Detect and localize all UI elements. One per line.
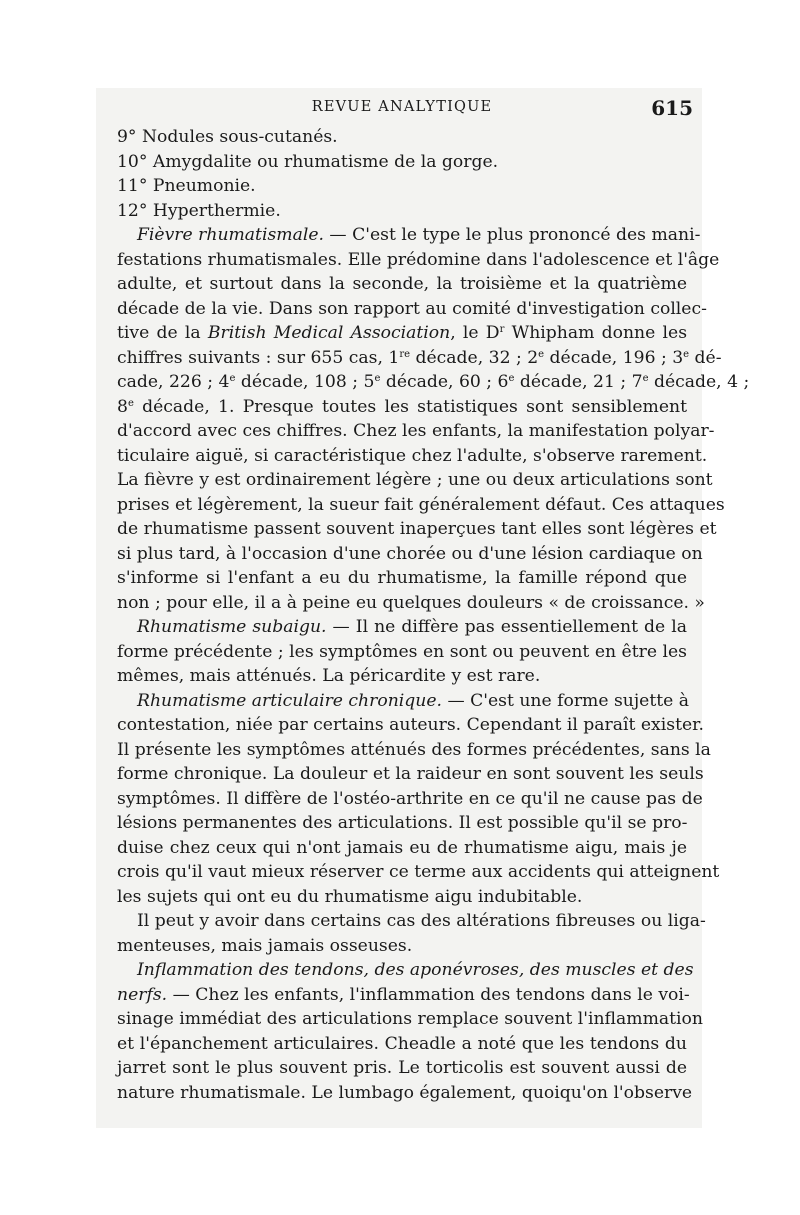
- text-segment: mêmes, mais atténués. La péricardite y est rare.: [117, 666, 541, 686]
- text-segment: de rhumatisme passent souvent inaperçues tant elles sont légères et: [117, 519, 717, 539]
- text-line: [117, 934, 687, 959]
- text-line: [117, 885, 687, 910]
- text-line: [117, 150, 687, 175]
- text-line: [117, 272, 687, 297]
- text-segment: et l'épanchement articulaires. Cheadle a noté que les tendons du: [117, 1033, 687, 1054]
- text-segment: menteuses, mais jamais osseuses.: [117, 935, 413, 956]
- superscript: e: [683, 348, 690, 360]
- text-line: [117, 370, 750, 395]
- text-line: [117, 958, 694, 983]
- text-segment: lésions permanentes des articulations. Il est possible qu'il se pro-: [117, 813, 688, 833]
- italic-heading: Rhumatisme articulaire chronique.: [137, 690, 442, 711]
- text-segment: contestation, niée par certains auteurs. Cependant il paraît exister.: [117, 715, 704, 735]
- text-segment: ticulaire aiguë, si caractéristique chez l'adulte, s'observe rarement.: [117, 445, 708, 466]
- text-segment: décade, 60 ; 6: [380, 372, 509, 392]
- text-segment: décade, 196 ; 3: [544, 347, 684, 368]
- text-segment: — C'est le type le plus prononcé des mani-: [323, 225, 701, 245]
- text-segment: chiffres suivants : sur 655 cas, 1: [117, 347, 400, 368]
- text-line: [117, 738, 711, 763]
- text-line: [117, 321, 687, 346]
- page-header: [117, 96, 693, 123]
- text-line: [117, 223, 701, 248]
- text-segment: décade, 4 ;: [648, 372, 750, 392]
- text-line: [117, 640, 687, 665]
- text-line: [117, 1007, 703, 1032]
- text-segment: les sujets qui ont eu du rhumatisme aigu indubitable.: [117, 886, 583, 907]
- text-line: [117, 909, 706, 934]
- text-segment: forme précédente ; les symptômes en sont ou peuvent en être les: [117, 641, 687, 662]
- text-line: [117, 615, 687, 640]
- text-line: [117, 297, 707, 322]
- italic-heading: Rhumatisme subaigu.: [137, 617, 327, 637]
- text-segment: Il peut y avoir dans certains cas des altérations fibreuses ou liga-: [137, 911, 706, 931]
- text-segment: s'informe si l'enfant a eu du rhumatisme, la famille répond que: [117, 568, 687, 588]
- text-line: [117, 517, 717, 542]
- text-segment: décade de la vie. Dans son rapport au comité d'investigation collec-: [117, 298, 707, 319]
- text-line: [117, 174, 687, 199]
- text-segment: , le D: [450, 323, 500, 343]
- text-line: [117, 125, 687, 150]
- text-line: [117, 664, 687, 689]
- text-line: [117, 468, 713, 493]
- italic-heading: nerfs.: [117, 984, 168, 1005]
- text-segment: nature rhumatismale. Le lumbago également, quoiqu'on l'observe: [117, 1082, 693, 1103]
- text-segment: jarret sont le plus souvent pris. Le torticolis est souvent aussi de: [117, 1058, 687, 1078]
- text-line: [117, 860, 720, 885]
- text-segment: — Il ne diffère pas essentiellement de la: [326, 617, 687, 637]
- text-line: [117, 493, 725, 518]
- text-segment: décade, 1. Presque toutes les statistiques sont sensiblement: [133, 396, 687, 417]
- text-segment: forme chronique. La douleur et la raideur en sont souvent les seuls: [117, 764, 704, 784]
- text-segment: décade, 108 ; 5: [235, 372, 375, 392]
- superscript: e: [508, 373, 515, 384]
- text-segment: symptômes. Il diffère de l'ostéo-arthrite en ce qu'il ne cause pas de: [117, 788, 703, 809]
- superscript: e: [642, 373, 649, 384]
- text-line: [117, 346, 722, 371]
- text-line: [117, 689, 690, 714]
- text-segment: festations rhumatismales. Elle prédomine dans l'adolescence et l'âge: [117, 249, 720, 270]
- text-segment: La fièvre y est ordinairement légère ; une ou deux articulations sont: [117, 470, 713, 490]
- superscript: e: [374, 373, 381, 384]
- body-text: [117, 125, 750, 1105]
- text-line: [117, 248, 720, 273]
- superscript: e: [127, 397, 134, 409]
- text-segment: adulte, et surtout dans la seconde, la troisième et la quatrième: [117, 274, 687, 294]
- text-segment: duise chez ceux qui n'ont jamais eu de rhumatisme aigu, mais je: [117, 837, 687, 858]
- text-line: [117, 836, 687, 861]
- superscript: e: [229, 373, 236, 384]
- text-line: [117, 444, 708, 469]
- text-line: [117, 762, 704, 787]
- text-line: [117, 713, 704, 738]
- italic-heading: Fièvre rhumatismale.: [137, 225, 324, 245]
- text-line: [117, 811, 687, 836]
- text-segment: 11° Pneumonie.: [117, 176, 256, 196]
- text-segment: 9° Nodules sous-cutanés.: [117, 127, 338, 147]
- text-line: [117, 787, 703, 812]
- text-segment: prises et légèrement, la sueur fait généralement défaut. Ces attaques: [117, 494, 725, 515]
- text-segment: non ; pour elle, il a à peine eu quelques douleurs « de croissance. »: [117, 592, 705, 613]
- text-segment: Il présente les symptômes atténués des formes précédentes, sans la: [117, 739, 711, 760]
- page-number: 615: [651, 96, 693, 120]
- text-line: [117, 591, 705, 616]
- text-segment: si plus tard, à l'occasion d'une chorée ou d'une lésion cardiaque on: [117, 543, 703, 564]
- text-segment: tive de la: [117, 323, 208, 343]
- text-segment: sinage immédiat des articulations remplace souvent l'inflammation: [117, 1009, 703, 1029]
- text-segment: décade, 21 ; 7: [514, 372, 643, 392]
- text-line: [117, 542, 703, 567]
- text-segment: décade, 32 ; 2: [410, 347, 539, 368]
- running-title: REVUE ANALYTIQUE: [311, 99, 493, 115]
- text-segment: crois qu'il vaut mieux réserver ce terme aux accidents qui atteignent: [117, 862, 720, 882]
- text-line: [117, 1081, 693, 1106]
- text-segment: 10° Amygdalite ou rhumatisme de la gorge.: [117, 151, 499, 172]
- text-line: [117, 419, 715, 444]
- text-line: [117, 983, 690, 1008]
- text-segment: — Chez les enfants, l'inflammation des tendons dans le voi-: [167, 984, 690, 1005]
- text-segment: — C'est une forme sujette à: [441, 690, 690, 711]
- text-line: [117, 199, 687, 224]
- italic-heading: Inflammation des tendons, des aponévroses, des muscles et des: [137, 960, 694, 980]
- superscript: r: [499, 324, 505, 335]
- italic-heading: British Medical Association: [207, 323, 451, 343]
- superscript: e: [538, 348, 545, 360]
- text-segment: d'accord avec ces chiffres. Chez les enfants, la manifestation polyar-: [117, 421, 715, 441]
- text-segment: 8: [117, 396, 128, 417]
- text-segment: 12° Hyperthermie.: [117, 200, 281, 221]
- text-line: [117, 566, 687, 591]
- text-line: [117, 1056, 687, 1081]
- text-segment: dé-: [689, 347, 722, 368]
- text-line: [117, 1032, 687, 1057]
- text-segment: cade, 226 ; 4: [117, 372, 230, 392]
- superscript: re: [399, 348, 411, 360]
- text-segment: Whipham donne les: [504, 323, 688, 343]
- text-line: [117, 395, 687, 420]
